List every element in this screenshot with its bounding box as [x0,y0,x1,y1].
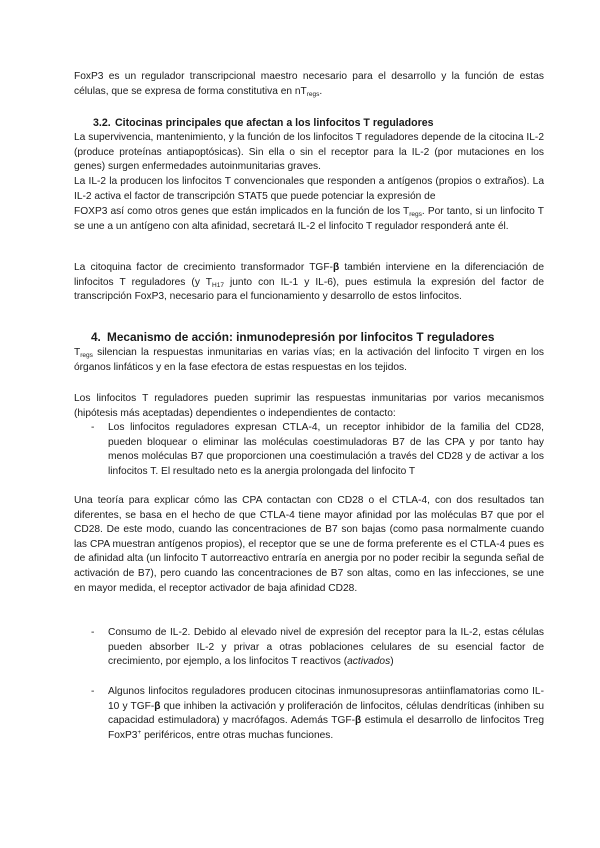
paragraph-tgf-beta: La citoquina factor de crecimiento transformador TGF-β también interviene en la diferenciación de linfocitos T reguladores (y $T_{H17}$ junto con IL-1 y IL-6), pues estimula la expresión del factor de transcripción FoxP3, necesario para el funcionamiento y desarrollo de estos linfocitos. [74,262,544,303]
paragraph-il2-production: La IL-2 la producen los linfocitos T convencionales que responden a antígenos (propios o extraños). La IL-2 activa el factor de transcripción STAT5 que puede potenciar la expresión de [74,176,544,202]
list-item-text: Los linfocitos reguladores expresan CTLA-4, un receptor inhibidor de la familia del CD28, pueden bloquear o eliminar las moléculas coestimuladoras B7 de las CPA y por tanto hay menos moléculas B7 que proporcionen una coestimulación a través del CD28 y de activar a los linfocitos T. El resultado neto es la anergia prolongada del linfocito T [108,422,544,477]
paragraph-survival: La supervivencia, mantenimiento, y la función de los linfocitos T reguladores depende de la citocina IL-2 (produce proteínas antiapoptósicas). Sin ella o sin el receptor para la IL-2 (por mutaciones en los genes) surgen enfermedades autoinmunitarias graves. [74,132,544,173]
section-heading-3-2: 3.2. Citocinas principales que afectan a los linfocitos T reguladores [93,117,434,129]
list-item-ctla4 [91,421,544,479]
section-heading-4: 4. Mecanismo de acción: inmunodepresión por linfocitos T reguladores [91,330,495,344]
paragraph-tregs-silence: $T_{regs}$ silencian la respuestas inmunitarias en varias vías; en la activación del linfocito T virgen en los órganos linfáticos y en la fase efectora de estas respuestas en los tejidos. [74,347,544,373]
paragraph-cpa-theory: Una teoría para explicar cómo las CPA contactan con CD28 o el CTLA-4, con dos resultados tan diferentes, se basa en el hecho de que CTLA-4 tiene mayor afinidad por las moléculas B7 que por el CD28. De este modo, cuando las concentraciones de B7 son bajas (como pasa normalmente cuando las CPA muestran antígenos propios), el receptor que se une de forma preferente es el CTLA-4 pues es de afinidad alta (un linfocito T autorreactivo entraría en anergia por no poder recibir la segunda señal de activación de B7), pero cuando las concentraciones de B7 son altas, como en las infecciones, se une en mayor medida, el receptor activador de baja afinidad CD28. [74,495,544,594]
paragraph-foxp3: FoxP3 es un regulador transcripcional maestro necesario para el desarrollo y la función de estas células, que se expresa de forma constitutiva en $nT_{regs}$. [74,71,544,98]
list-item-cytokines [91,685,544,743]
list-item-il2-consumption [91,626,544,670]
list-item-text: Algunos linfocitos reguladores producen citocinas inmunosupresoras antiinflamatorias como IL-10 y TGF-β que inhiben la activación y proliferación de linfocitos, células dendríticas (inhiben su capacidad estimuladora) y macrófagos. Además TGF-β estimula el desarrollo de linfocitos Treg FoxP3+ periféricos, entre otras muchas funciones. [108,686,544,741]
paragraph-foxp3-expression: FOXP3 así como otros genes que están implicados en la función de los $T_{regs}$. Por tanto, si un linfocito T se une a un antígeno con alta afinidad, secretará IL-2 el linfocito T regulador responderá ante él. [74,206,544,232]
list-bullet: - [91,627,95,638]
list-bullet: - [91,686,95,697]
list-bullet: - [91,422,95,433]
paragraph-mechanisms: Los linfocitos T reguladores pueden suprimir las respuestas inmunitarias por varios mecanismos (hipótesis más aceptadas) dependientes o independientes de contacto: [74,393,544,419]
list-item-text: Consumo de IL-2. Debido al elevado nivel de expresión del receptor para la IL-2, estas células pueden absorber IL-2 y privar a otras poblaciones celulares de su esencial factor de crecimiento, por ejemplo, a los linfocitos T reactivos (activados) [108,627,544,668]
